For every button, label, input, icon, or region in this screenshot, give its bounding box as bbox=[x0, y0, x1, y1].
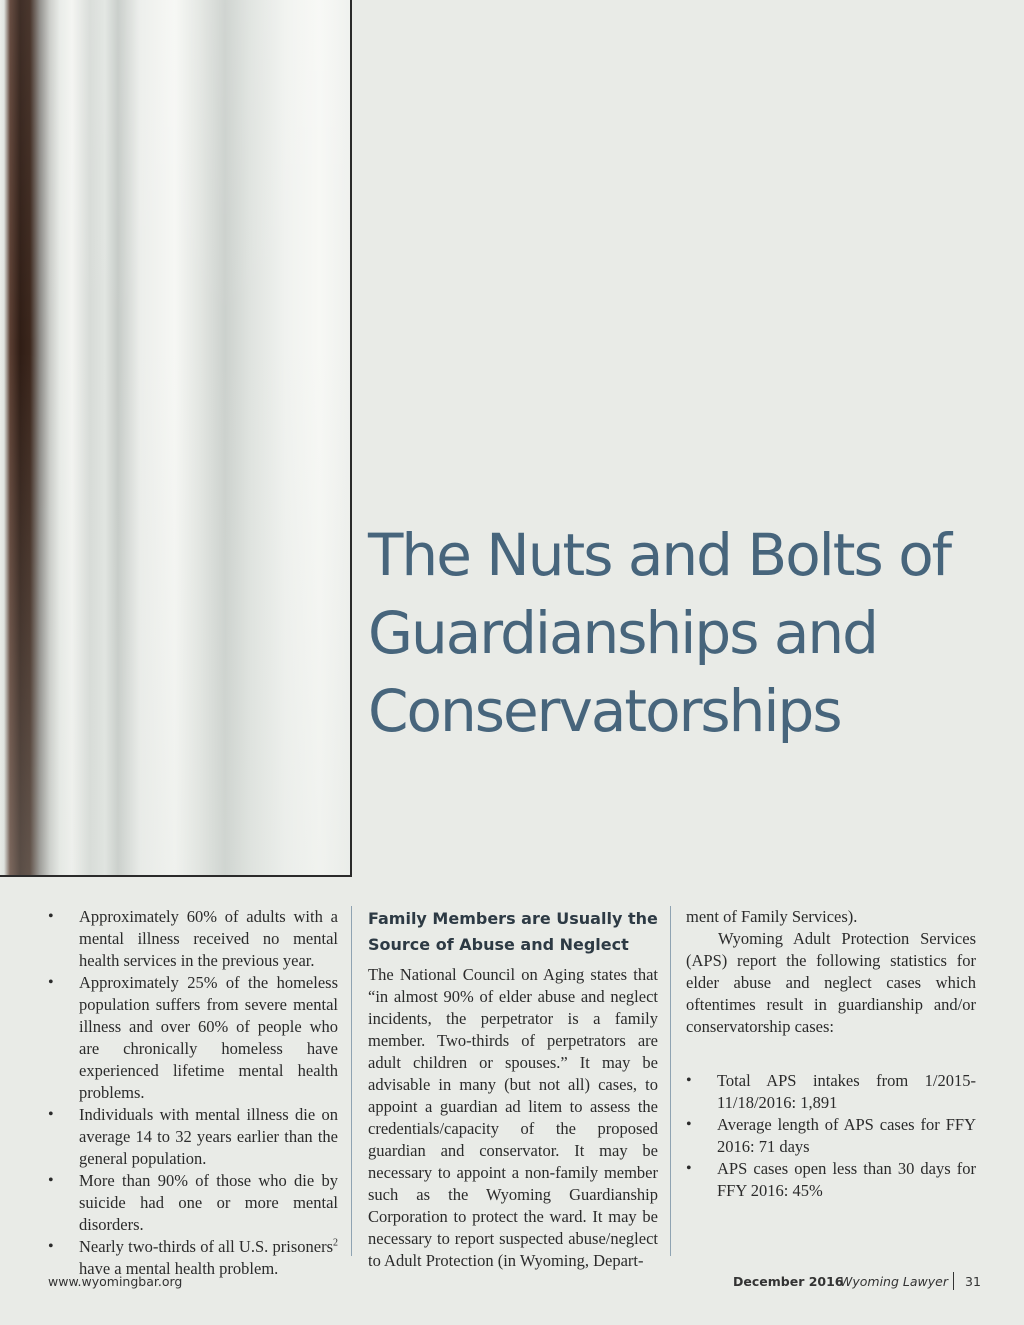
column-divider bbox=[670, 906, 671, 1256]
statistics-list bbox=[48, 906, 338, 1280]
footer-magazine: Wyoming Lawyer bbox=[840, 1274, 948, 1289]
footer-date: December 2016 bbox=[733, 1274, 844, 1289]
list-item: • More than 90% of those who die by suicide had one or more mental disorders. bbox=[48, 1170, 338, 1236]
list-item-text-tail: have a mental health problem. bbox=[79, 1259, 279, 1278]
list-item: • Total APS intakes from 1/2015-11/18/2016: 1,891 bbox=[686, 1070, 976, 1114]
footnote-ref: 2 bbox=[333, 1237, 338, 1249]
column-2 bbox=[368, 906, 658, 1272]
column-divider bbox=[351, 906, 352, 1256]
body-paragraph: Wyoming Adult Protection Services (APS) report the following statistics for elder abuse and neglect cases which oftentimes result in guardianship and/or conservatorship cases: bbox=[686, 929, 976, 1036]
aps-statistics-list bbox=[686, 1070, 976, 1202]
column-3 bbox=[686, 906, 976, 1202]
list-item: • APS cases open less than 30 days for FFY 2016: 45% bbox=[686, 1158, 976, 1202]
list-item: • Individuals with mental illness die on average 14 to 32 years earlier than the general population. bbox=[48, 1104, 338, 1170]
column-1 bbox=[48, 906, 338, 1280]
footer-website: www.wyomingbar.org bbox=[48, 1274, 183, 1289]
body-paragraph: The National Council on Aging states that “in almost 90% of elder abuse and neglect incidents, the perpetrator is a family member. Two-thirds of perpetrators are adult children or spouses.” It may be advisable in many (but not all) cases, to appoint a guardian ad litem to assess the credentials/capacity of the proposed guardian and conservator. It may be necessary to appoint a non-family member such as the Wyoming Guardianship Corporation to protect the ward. It may be necessary to report suspected abuse/neglect to Adult Protection (in Wyoming, Depart- bbox=[368, 965, 658, 1270]
title-line-2: Guardianships and bbox=[368, 599, 877, 667]
title-line-3: Conservatorships bbox=[368, 677, 841, 745]
footer-separator bbox=[953, 1272, 954, 1290]
continuation-text: ment of Family Services). bbox=[686, 907, 858, 926]
article-title bbox=[368, 516, 1008, 750]
list-item-text: Nearly two-thirds of all U.S. prisoners bbox=[79, 1237, 333, 1256]
curtain-photo bbox=[0, 0, 352, 877]
list-item: • Approximately 60% of adults with a mental illness received no mental health services in the previous year. bbox=[48, 906, 338, 972]
title-line-1: The Nuts and Bolts of bbox=[368, 521, 951, 589]
section-heading: Family Members are Usually the Source of Abuse and Neglect bbox=[368, 909, 658, 954]
list-item: • Average length of APS cases for FFY 2016: 71 days bbox=[686, 1114, 976, 1158]
page-number: 31 bbox=[965, 1274, 981, 1289]
list-item: • Approximately 25% of the homeless population suffers from severe mental illness and over 60% of people who are chronically homeless have experienced lifetime mental health problems. bbox=[48, 972, 338, 1104]
